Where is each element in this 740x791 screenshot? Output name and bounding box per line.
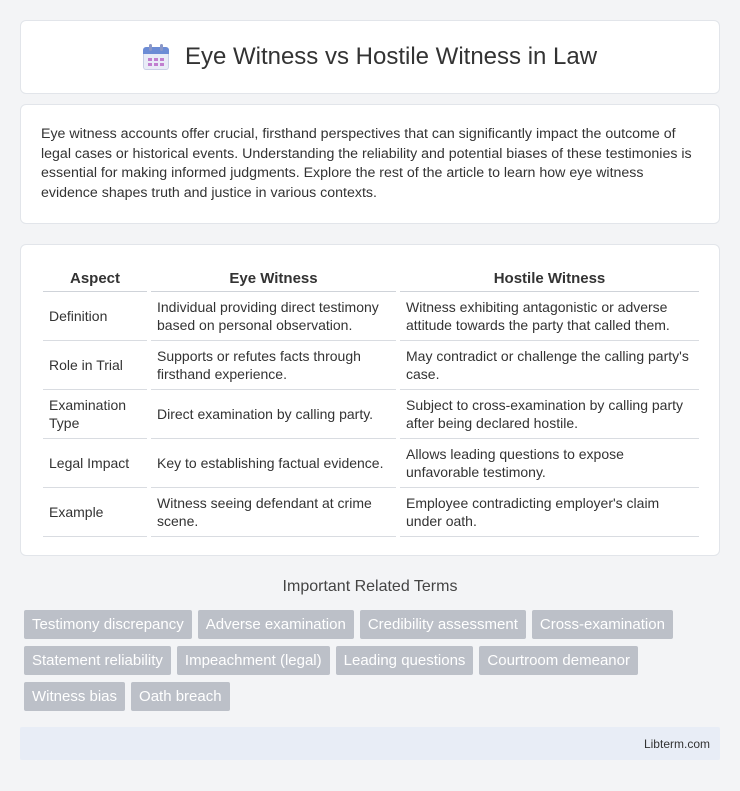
table-cell: Definition xyxy=(43,292,149,341)
table-cell: Direct examination by calling party. xyxy=(149,390,398,439)
comparison-table xyxy=(43,265,699,537)
column-header-hostile-witness: Hostile Witness xyxy=(398,265,699,292)
table-cell: Key to establishing factual evidence. xyxy=(149,439,398,488)
term-tag[interactable]: Cross-examination xyxy=(532,610,673,639)
term-tag[interactable]: Testimony discrepancy xyxy=(24,610,192,639)
term-tag[interactable]: Courtroom demeanor xyxy=(479,646,638,675)
footer xyxy=(20,727,720,760)
table-row xyxy=(43,341,699,390)
term-tag[interactable]: Impeachment (legal) xyxy=(177,646,330,675)
column-header-eye-witness: Eye Witness xyxy=(149,265,398,292)
related-terms-list xyxy=(24,610,724,718)
page-title: Eye Witness vs Hostile Witness in Law xyxy=(184,43,598,70)
table-header-row xyxy=(43,265,699,292)
intro-card xyxy=(20,104,720,224)
table-cell: Legal Impact xyxy=(43,439,149,488)
table-cell: Allows leading questions to expose unfavorable testimony. xyxy=(398,439,699,488)
table-row xyxy=(43,390,699,439)
intro-text: Eye witness accounts offer crucial, firsthand perspectives that can significantly impact the outcome of legal cases or historical events. Understanding the reliability and potential biases of these testimonies is essential for making informed judgments. Explore the rest of the article to learn how eye witness evidence shapes truth and justice in various contexts. xyxy=(41,126,692,201)
term-tag[interactable]: Credibility assessment xyxy=(360,610,526,639)
table-row xyxy=(43,488,699,537)
header-card xyxy=(20,20,720,94)
footer-site-link[interactable]: Libterm.com xyxy=(643,737,710,751)
table-cell: Examination Type xyxy=(43,390,149,439)
table-cell: Example xyxy=(43,488,149,537)
calendar-icon xyxy=(143,44,169,70)
related-terms-title: Important Related Terms xyxy=(282,578,458,595)
comparison-table-card xyxy=(20,244,720,556)
table-row xyxy=(43,439,699,488)
table-cell: Employee contradicting employer's claim under oath. xyxy=(398,488,699,537)
term-tag[interactable]: Statement reliability xyxy=(24,646,171,675)
term-tag[interactable]: Leading questions xyxy=(336,646,474,675)
table-cell: Individual providing direct testimony based on personal observation. xyxy=(149,292,398,341)
table-cell: Witness seeing defendant at crime scene. xyxy=(149,488,398,537)
table-cell: May contradict or challenge the calling party's case. xyxy=(398,341,699,390)
table-cell: Role in Trial xyxy=(43,341,149,390)
table-row xyxy=(43,292,699,341)
column-header-aspect: Aspect xyxy=(43,265,149,292)
term-tag[interactable]: Adverse examination xyxy=(198,610,354,639)
term-tag[interactable]: Oath breach xyxy=(131,682,230,711)
table-cell: Subject to cross-examination by calling party after being declared hostile. xyxy=(398,390,699,439)
term-tag[interactable]: Witness bias xyxy=(24,682,125,711)
table-cell: Witness exhibiting antagonistic or adverse attitude towards the party that called them. xyxy=(398,292,699,341)
table-cell: Supports or refutes facts through firsthand experience. xyxy=(149,341,398,390)
